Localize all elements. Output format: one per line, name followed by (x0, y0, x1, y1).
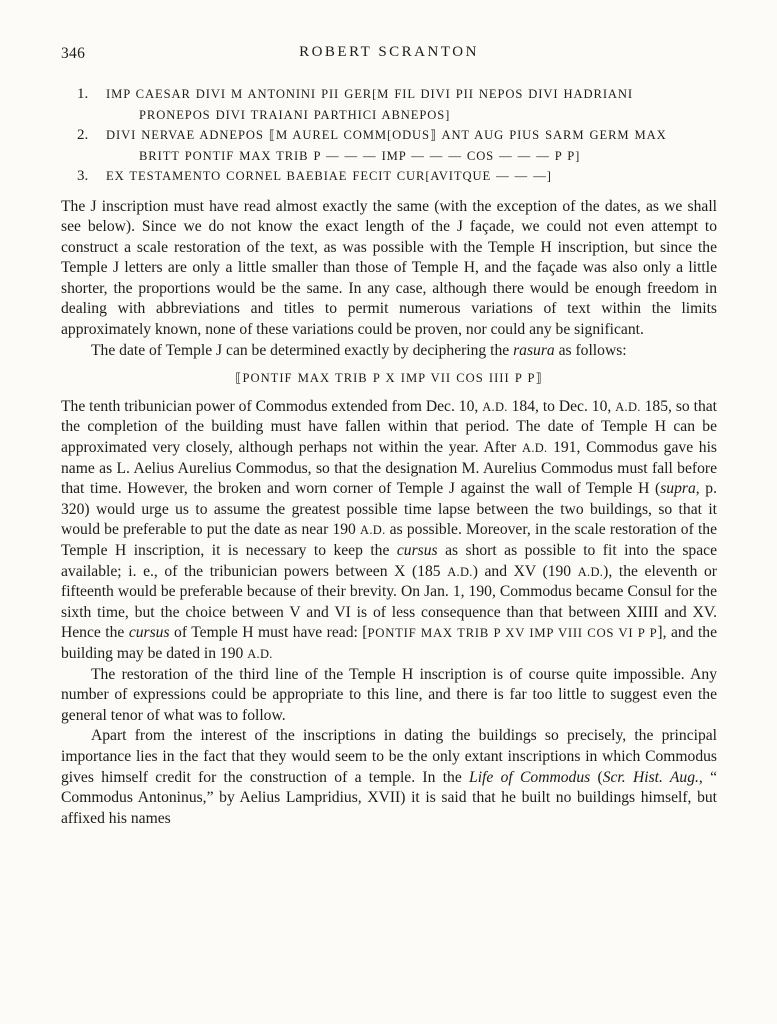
inscription-item-3 (61, 166, 717, 187)
paragraph-5: Apart from the interest of the inscriptions in dating the buildings so precisely, the principal importance lies in the fact that they would seem to be the only extant inscriptions in which Commodus gives himself credit for the construction of a temple. In the Life of Commodus (Scr. Hist. Aug., “ Commodus Antoninus,” by Aelius Lampridius, XVII) it is said that he built no buildings himself, but affixed his names (61, 727, 718, 827)
inscription-line: DIVI NERVAE ADNEPOS ⟦M AUREL COMM[ODUS⟧ ANT AUG PIUS SARM GERM MAX (106, 128, 667, 142)
inscription-line: EX TESTAMENTO CORNEL BAEBIAE FECIT CUR[AVITQUE — — —] (106, 169, 552, 183)
display-inscription: ⟦PONTIF MAX TRIB P X IMP VII COS IIII P P⟧ (235, 371, 543, 386)
inscription-number: 2. (77, 127, 89, 143)
inscription-list (61, 84, 717, 187)
paragraph-1: The J inscription must have read almost exactly the same (with the exception of the dates, as we shall see below). Since we do not know the exact length of the J façade, we could not even attempt to construct a scale restoration of the text, as was possible with the Temple H inscription, but since the Temple J letters are only a little smaller than those of Temple H, and the façade was also only a little shorter, the proportions would be the same. In any case, although there would be enough freedom in dealing with abbreviations and titles to permit numerous variations of text within the limits approximately known, none of these variations could be proven, nor could any be significant. (61, 197, 717, 339)
paragraph-3: The tenth tribunician power of Commodus extended from Dec. 10, A.D. 184, to Dec. 10, A.D. 185, so that the completion of the building must have fallen within that period. The date of Temple H can be approximated very closely, although perhaps not within the year. After A.D. 191, Commodus gave his name as L. Aelius Aurelius Commodus, so that the designation M. Aurelius Commodus must fall before that time. However, the broken and worn corner of Temple J against the wall of Temple H (supra, p. 320) would urge us to assume the greatest possible time lapse between the two buildings, so that it would be preferable to put the date as near 190 A.D. as possible. Moreover, in the scale restoration of the Temple H inscription, it is necessary to keep the cursus as short as possible to fit into the space available; i. e., of the tribunician powers between X (185 A.D.) and XV (190 A.D.), the eleventh or fifteenth would be preferable because of their brevity. On Jan. 1, 190, Commodus became Consul for the sixth time, but the choice between V and VI is of less consequence than that between XIIII and XV. Hence the cursus of Temple H must have read: [PONTIF MAX TRIB P XV IMP VIII COS VI P P], and the building may be dated in 190 A.D. (61, 397, 718, 662)
body-text (61, 197, 717, 830)
inscription-number: 3. (77, 168, 89, 184)
inscription-line: PRONEPOS DIVI TRAIANI PARTHICI ABNEPOS] (139, 107, 451, 122)
paragraph-2: The date of Temple J can be determined exactly by deciphering the rasura as follows: (91, 341, 627, 359)
inscription-number: 1. (77, 86, 89, 102)
paragraph-4: The restoration of the third line of the Temple H inscription is of course quite impossible. Any number of expressions could be appropriate to this line, and there is far too little to suggest even the general tenor of what was to follow. (61, 665, 717, 724)
inscription-item-1 (61, 84, 717, 125)
inscription-line: BRITT PONTIF MAX TRIB P — — — IMP — — — COS — — — P P] (139, 148, 581, 163)
inscription-item-2 (61, 125, 717, 166)
running-head: ROBERT SCRANTON (299, 44, 479, 60)
inscription-line: IMP CAESAR DIVI M ANTONINI PII GER[M FIL DIVI PII NEPOS DIVI HADRIANI (106, 87, 633, 101)
page-content (61, 44, 717, 829)
page-number: 346 (61, 45, 86, 62)
page-header (61, 44, 717, 64)
